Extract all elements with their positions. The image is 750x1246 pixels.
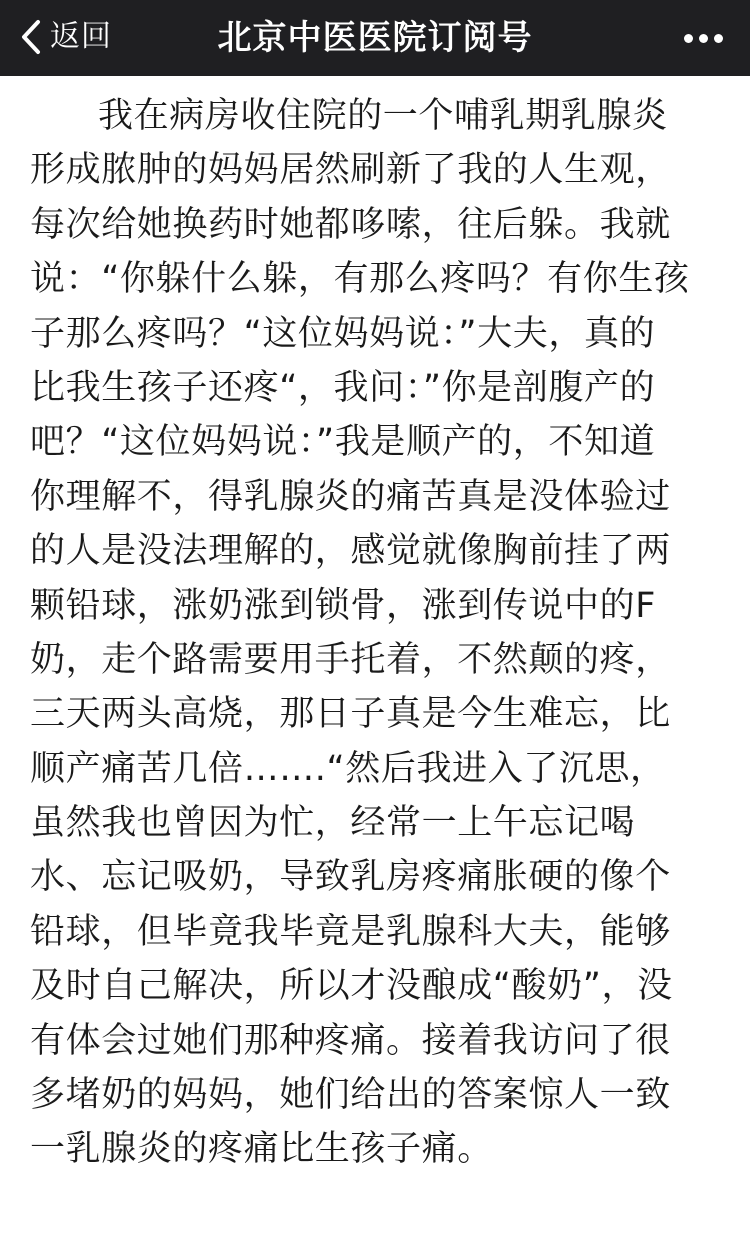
article-line: 的人是没法理解的，感觉就像胸前挂了两 — [30, 531, 671, 572]
article-line: 颗铅球，涨奶涨到锁骨，涨到传说中的F — [30, 585, 656, 626]
article-line: 水、忘记吸奶，导致乳房疼痛胀硬的像个 — [30, 857, 671, 898]
article-body — [30, 89, 720, 1177]
back-label: 返回 — [50, 19, 112, 54]
article-line: 多堵奶的妈妈，她们给出的答案惊人一致 — [30, 1075, 671, 1116]
article-line: 三天两头高烧，那日子真是今生难忘，比 — [30, 694, 671, 735]
article-line: 形成脓肿的妈妈居然刷新了我的人生观， — [30, 150, 671, 191]
article-line: 及时自己解决，所以才没酿成“酸奶”，没 — [30, 966, 673, 1007]
article-line: 吧？“这位妈妈说：”我是顺产的，不知道 — [30, 422, 656, 463]
article-line: 子那么疼吗？“这位妈妈说：”大夫，真的 — [30, 313, 656, 354]
page-title: 北京中医医院订阅号 — [217, 18, 533, 58]
article-line: 每次给她换药时她都哆嗦，往后躲。我就 — [30, 204, 671, 245]
back-button[interactable] — [14, 12, 112, 62]
article-line: 有体会过她们那种疼痛。接着我访问了很 — [30, 1020, 671, 1061]
article-line: 我在病房收住院的一个哺乳期乳腺炎 — [98, 96, 668, 136]
article-line: 奶，走个路需要用手托着，不然颠的疼， — [30, 639, 671, 680]
article-line: 说：“你躲什么躲，有那么疼吗？有你生孩 — [30, 259, 690, 300]
article-line: 虽然我也曾因为忙，经常一上午忘记喝 — [30, 803, 636, 844]
chevron-left-icon — [14, 12, 48, 62]
article-line: 铅球，但毕竟我毕竟是乳腺科大夫，能够 — [30, 911, 671, 952]
article-line: 比我生孩子还疼“，我问：”你是剖腹产的 — [30, 367, 656, 408]
article-line: 顺产痛苦几倍…….“然后我进入了沉思， — [30, 748, 666, 789]
article-line: 你理解不，得乳腺炎的痛苦真是没体验过 — [30, 476, 671, 517]
nav-bar — [0, 0, 750, 76]
article-line: 一乳腺炎的疼痛比生孩子痛。 — [30, 1129, 493, 1170]
more-options-icon[interactable] — [678, 19, 728, 57]
